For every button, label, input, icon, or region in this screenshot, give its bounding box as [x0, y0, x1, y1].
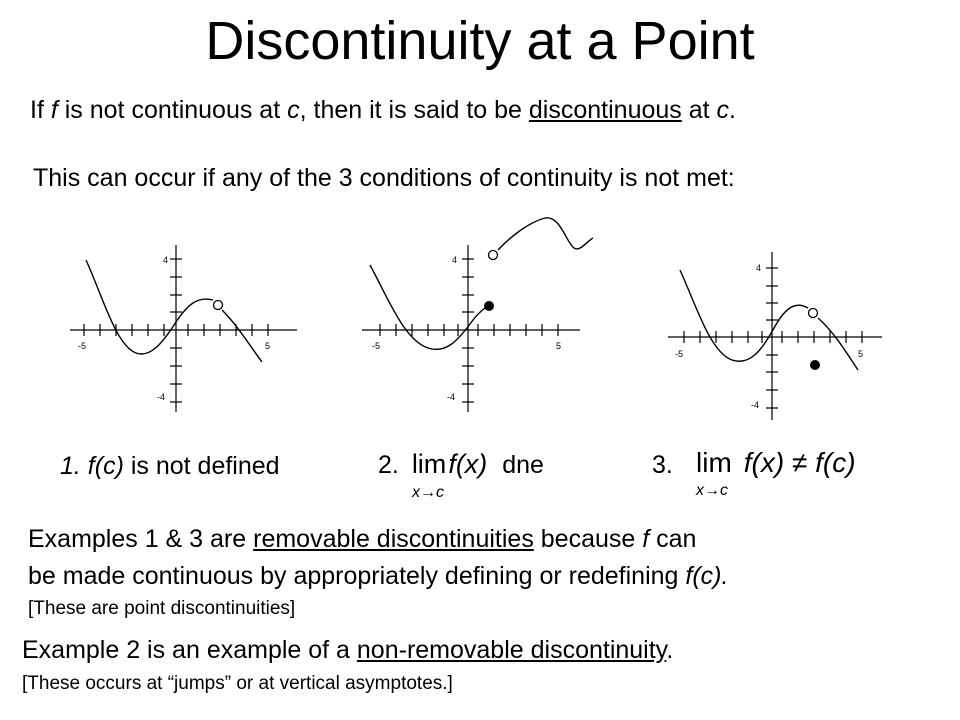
- explanation-line-2: be made continuous by appropriately defining or redefining f(c).: [28, 562, 729, 590]
- explanation-line-5: [These occurs at “jumps” or at vertical asymptotes.]: [22, 673, 453, 694]
- svg-text:5: 5: [556, 341, 562, 351]
- caption-3-expression: lim f(x) ≠ f(c): [696, 447, 856, 478]
- caption-2: 2. limf(x) dne: [378, 449, 544, 479]
- term-removable: removable discontinuities: [253, 525, 534, 553]
- explanation-line-3: [These are point discontinuities]: [28, 598, 296, 619]
- page-title: Discontinuity at a Point: [205, 11, 755, 71]
- explanation-line-1: Examples 1 & 3 are removable discontinuities because f can: [28, 525, 697, 553]
- caption-1: 1. f(c) is not defined: [60, 452, 280, 480]
- graph-3-open-point: [809, 309, 818, 318]
- svg-text:-5: -5: [675, 349, 684, 359]
- term-non-removable: non-removable discontinuity: [356, 636, 667, 664]
- conditions-intro: This can occur if any of the 3 conditions of continuity is not met:: [33, 164, 735, 192]
- svg-text:-5: -5: [372, 341, 381, 351]
- explanation-line-4: Example 2 is an example of a non-removable discontinuity.: [22, 636, 674, 664]
- svg-text:4: 4: [163, 255, 169, 265]
- svg-text:-5: -5: [78, 341, 87, 351]
- svg-text:4: 4: [756, 263, 762, 273]
- svg-text:5: 5: [858, 349, 864, 359]
- svg-text:5: 5: [265, 341, 271, 351]
- caption-3: 3.: [652, 451, 673, 479]
- graph-3-filled-point: [810, 360, 820, 370]
- svg-text:-4: -4: [157, 392, 166, 402]
- svg-text:-4: -4: [751, 400, 760, 410]
- caption-3-subscript: x→c: [696, 482, 728, 499]
- svg-text:4: 4: [452, 255, 458, 265]
- term-discontinuous: discontinuous: [528, 96, 682, 124]
- svg-text:-4: -4: [447, 392, 456, 402]
- definition-text: If f is not continuous at c, then it is said to be discontinuous at c.: [30, 96, 736, 124]
- caption-2-subscript: x→c: [412, 484, 444, 501]
